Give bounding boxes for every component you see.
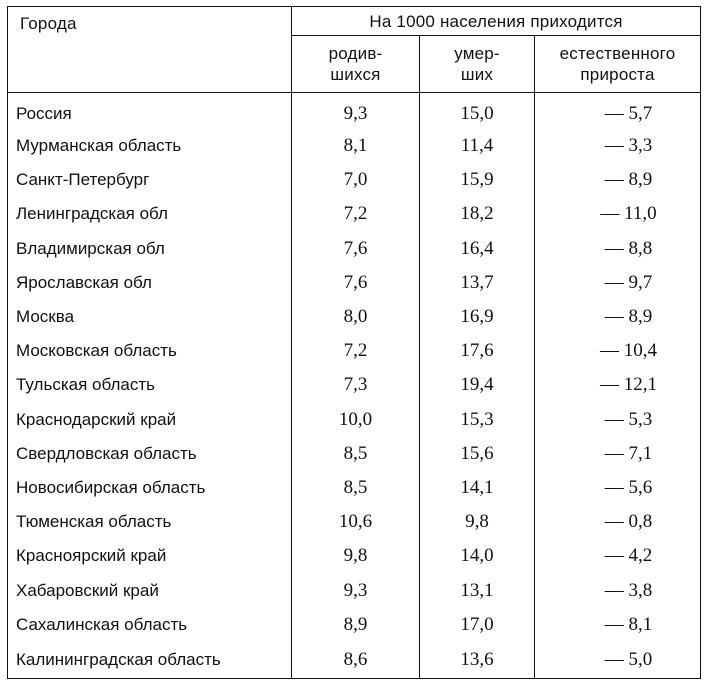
deaths-cell: 14,0 [420,539,535,573]
natural-growth-cell: — 5,3 [535,403,701,437]
header-natural-line2: прироста [580,65,655,84]
births-cell: 8,1 [292,129,420,163]
header-group: На 1000 населения приходится [292,7,701,36]
natural-growth-cell: — 8,9 [535,300,701,334]
city-cell: Тульская область [8,368,292,402]
city-cell: Краснодарский край [8,403,292,437]
table-row [8,608,701,642]
city-cell: Новосибирская область [8,471,292,505]
table-row [8,129,701,163]
city-cell: Ярославская обл [8,266,292,300]
population-statistics-table [7,6,701,679]
deaths-cell: 16,9 [420,300,535,334]
table-row [8,403,701,437]
header-natural-growth [535,36,701,93]
deaths-cell: 13,7 [420,266,535,300]
births-cell: 8,9 [292,608,420,642]
table-row [8,539,701,573]
natural-growth-cell: — 3,8 [535,573,701,607]
natural-growth-cell: — 4,2 [535,539,701,573]
table-row [8,471,701,505]
natural-growth-cell: — 0,8 [535,505,701,539]
births-cell: 8,5 [292,471,420,505]
natural-growth-cell: — 12,1 [535,368,701,402]
natural-growth-cell: — 5,6 [535,471,701,505]
deaths-cell: 15,0 [420,93,535,130]
deaths-cell: 14,1 [420,471,535,505]
natural-growth-cell: — 5,0 [535,642,701,679]
births-cell: 9,3 [292,573,420,607]
header-deaths [420,36,535,93]
header-births [292,36,420,93]
deaths-cell: 18,2 [420,197,535,231]
city-cell: Россия [8,93,292,130]
header-births-line1: родив- [328,44,383,63]
city-cell: Красноярский край [8,539,292,573]
city-cell: Хабаровский край [8,573,292,607]
statistics-table-container [7,6,700,678]
deaths-cell: 11,4 [420,129,535,163]
births-cell: 7,2 [292,197,420,231]
header-deaths-line2: ших [460,65,494,84]
deaths-cell: 17,0 [420,608,535,642]
deaths-cell: 13,6 [420,642,535,679]
table-row [8,163,701,197]
births-cell: 9,8 [292,539,420,573]
natural-growth-cell: — 8,8 [535,232,701,266]
city-cell: Санкт-Петербург [8,163,292,197]
table-row [8,197,701,231]
natural-growth-cell: — 8,9 [535,163,701,197]
deaths-cell: 17,6 [420,334,535,368]
table-body [8,93,701,679]
table-row [8,334,701,368]
deaths-cell: 15,6 [420,437,535,471]
city-cell: Сахалинская область [8,608,292,642]
births-cell: 9,3 [292,93,420,130]
natural-growth-cell: — 5,7 [535,93,701,130]
city-cell: Москва [8,300,292,334]
city-cell: Свердловская область [8,437,292,471]
deaths-cell: 15,9 [420,163,535,197]
deaths-cell: 19,4 [420,368,535,402]
natural-growth-cell: — 8,1 [535,608,701,642]
deaths-cell: 9,8 [420,505,535,539]
header-cities: Города [8,7,292,93]
births-cell: 7,2 [292,334,420,368]
births-cell: 7,0 [292,163,420,197]
births-cell: 7,6 [292,266,420,300]
table-row [8,232,701,266]
natural-growth-cell: — 9,7 [535,266,701,300]
table-row [8,266,701,300]
births-cell: 10,0 [292,403,420,437]
births-cell: 8,6 [292,642,420,679]
births-cell: 7,3 [292,368,420,402]
city-cell: Тюменская область [8,505,292,539]
header-row-top [8,7,701,36]
births-cell: 7,6 [292,232,420,266]
births-cell: 10,6 [292,505,420,539]
table-row [8,368,701,402]
table-row [8,505,701,539]
table-row [8,573,701,607]
deaths-cell: 16,4 [420,232,535,266]
table-row [8,93,701,130]
city-cell: Московская область [8,334,292,368]
births-cell: 8,5 [292,437,420,471]
header-births-line2: шихся [330,65,381,84]
deaths-cell: 15,3 [420,403,535,437]
header-deaths-line1: умер- [454,44,500,63]
table-row [8,437,701,471]
city-cell: Калининградская область [8,642,292,679]
natural-growth-cell: — 3,3 [535,129,701,163]
natural-growth-cell: — 11,0 [535,197,701,231]
city-cell: Мурманская область [8,129,292,163]
city-cell: Ленинградская обл [8,197,292,231]
table-row [8,300,701,334]
deaths-cell: 13,1 [420,573,535,607]
natural-growth-cell: — 10,4 [535,334,701,368]
births-cell: 8,0 [292,300,420,334]
header-natural-line1: естественного [559,44,676,63]
natural-growth-cell: — 7,1 [535,437,701,471]
city-cell: Владимирская обл [8,232,292,266]
table-row [8,642,701,679]
